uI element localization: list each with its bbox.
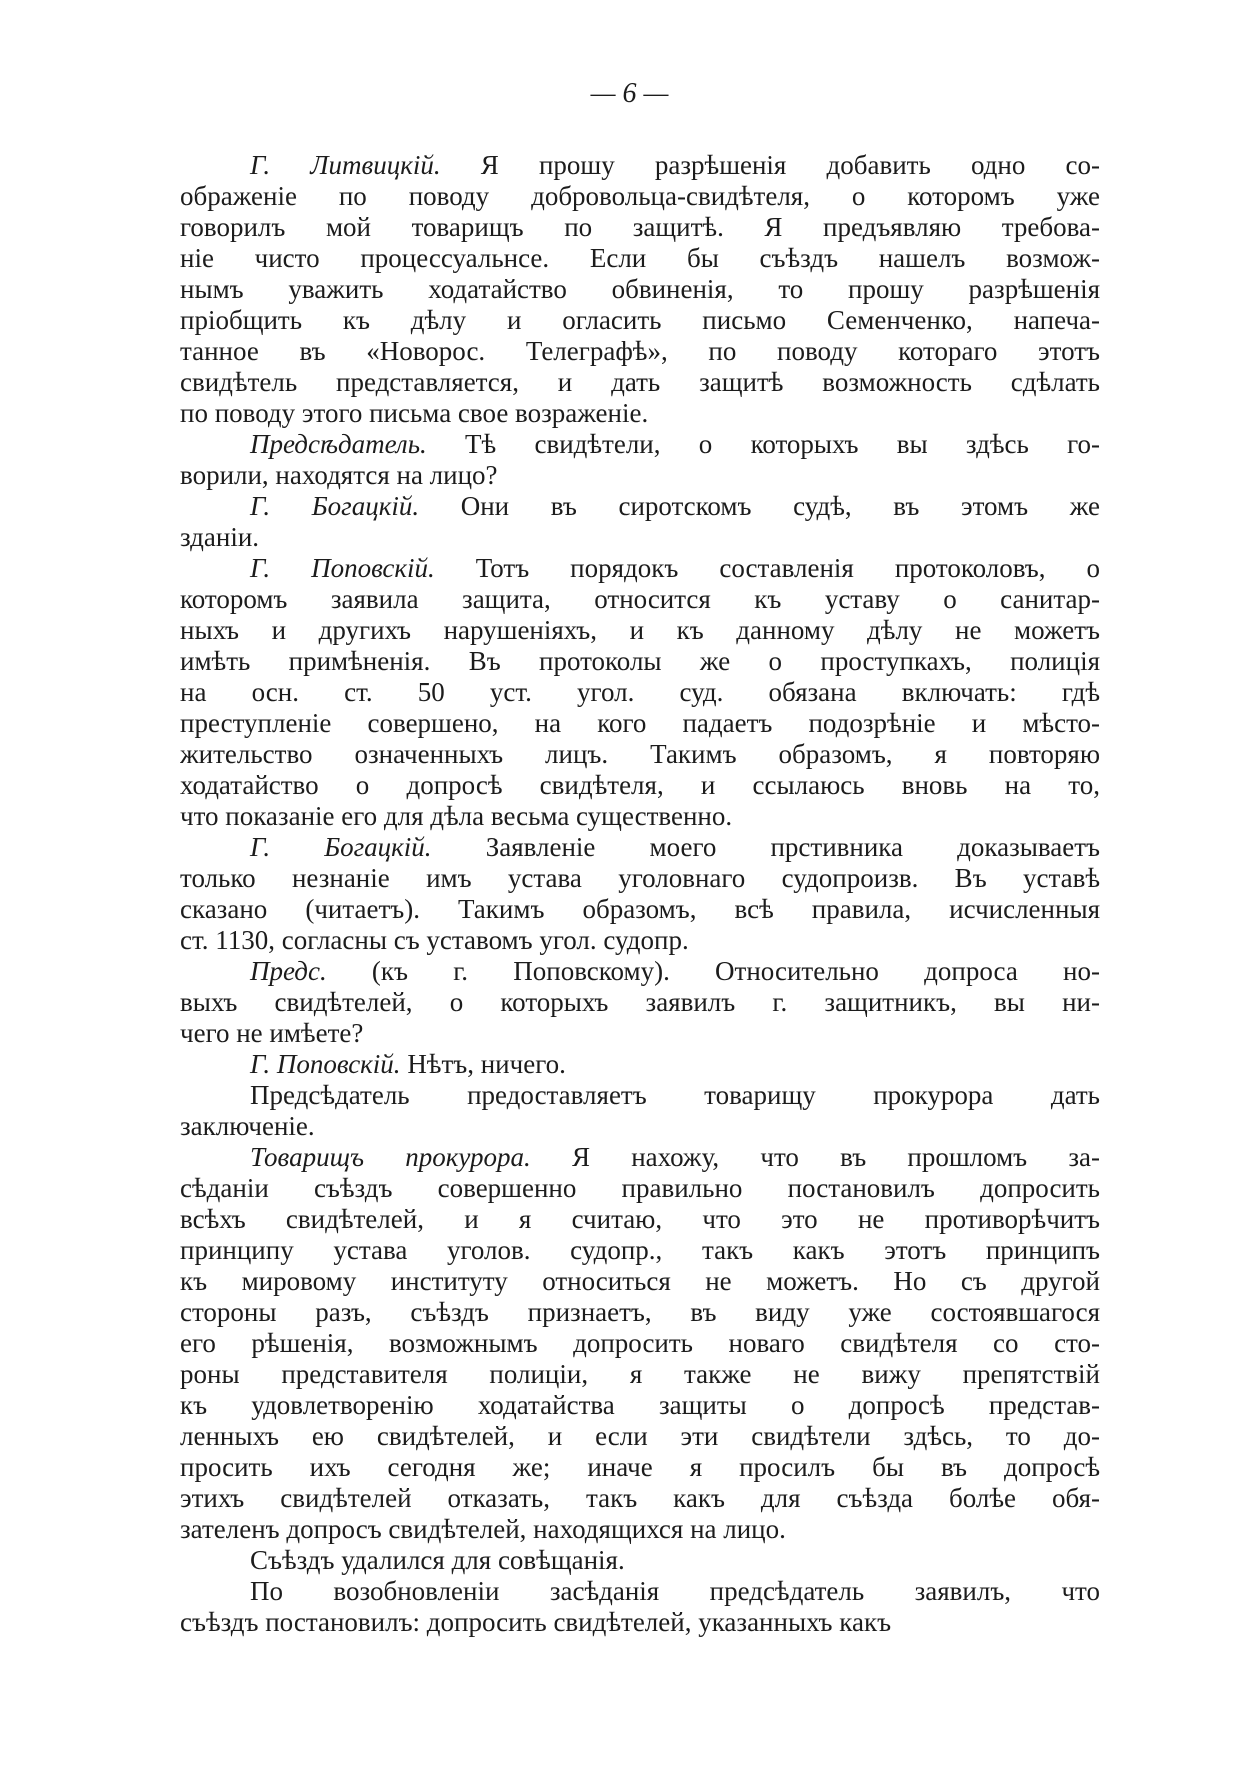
text-line <box>180 305 1100 336</box>
text-line <box>180 832 1100 863</box>
text-line <box>180 429 1100 460</box>
text-line <box>180 1390 1100 1421</box>
line-text: на осн. ст. 50 уст. угол. суд. обязана включать: гдѣ <box>180 677 1100 707</box>
text-line <box>180 1483 1100 1514</box>
line-text: ворили, находятся на лицо? <box>180 460 498 490</box>
text-line <box>180 553 1100 584</box>
line-text: Тотъ порядокъ составленія протоколовъ, о <box>434 553 1100 583</box>
text-line <box>180 1607 1100 1638</box>
line-text: Предсѣдатель предоставляетъ товарищу прокурора дать <box>250 1080 1100 1110</box>
text-line <box>180 801 1100 832</box>
text-line <box>180 584 1100 615</box>
speaker-name: Товарищъ прокурора. <box>250 1142 531 1172</box>
text-line <box>180 336 1100 367</box>
line-text: преступленіе совершено, на кого падаетъ подозрѣніе и мѣсто- <box>180 708 1100 738</box>
paragraph <box>180 429 1100 491</box>
text-line <box>180 1111 1100 1142</box>
line-text: этихъ свидѣтелей отказать, такъ какъ для съѣзда болѣе обя- <box>180 1483 1100 1513</box>
line-text: что показаніе его для дѣла весьма существенно. <box>180 801 733 831</box>
speaker-name: Г. Поповскій. <box>250 553 435 583</box>
line-text: Съѣздъ удалился для совѣщанія. <box>250 1545 625 1575</box>
speaker-name: Г. Литвицкій. <box>250 150 441 180</box>
text-line <box>180 522 1100 553</box>
text-line <box>180 1576 1100 1607</box>
text-line <box>180 181 1100 212</box>
line-text: Я прошу разрѣшенія добавить одно со- <box>440 150 1100 180</box>
line-text: нымъ уважить ходатайство обвиненія, то прошу разрѣшенія <box>180 274 1100 304</box>
line-text: ленныхъ ею свидѣтелей, и если эти свидѣтели здѣсь, то до- <box>180 1421 1100 1451</box>
text-line <box>180 739 1100 770</box>
text-line <box>180 1173 1100 1204</box>
line-text: Нѣтъ, ничего. <box>400 1049 566 1079</box>
line-text: стороны разъ, съѣздъ признаетъ, въ виду уже состоявшагося <box>180 1297 1100 1327</box>
line-text: ходатайство о допросѣ свидѣтеля, и ссылаюсь вновь на то, <box>180 770 1100 800</box>
text-line <box>180 956 1100 987</box>
line-text: ніе чисто процессуальнсе. Если бы съѣздъ нашелъ возмож- <box>180 243 1100 273</box>
paragraph <box>180 1080 1100 1142</box>
line-text: всѣхъ свидѣтелей, и я считаю, что это не противорѣчитъ <box>180 1204 1100 1234</box>
line-text: заключеніе. <box>180 1111 315 1141</box>
text-line <box>180 367 1100 398</box>
line-text: Они въ сиротскомъ судѣ, въ этомъ же <box>419 491 1100 521</box>
line-text: зданіи. <box>180 522 260 552</box>
line-text: къ мировому институту относиться не можетъ. Но съ другой <box>180 1266 1100 1296</box>
paragraph <box>180 150 1100 429</box>
speaker-name: Г. Поповскій. <box>250 1049 401 1079</box>
line-text: Тѣ свидѣтели, о которыхъ вы здѣсь го- <box>426 429 1100 459</box>
text-line <box>180 894 1100 925</box>
line-text: его рѣшенія, возможнымъ допросить новаго свидѣтеля со сто- <box>180 1328 1100 1358</box>
text-line <box>180 1514 1100 1545</box>
speaker-name: Предсѣдатель. <box>250 429 427 459</box>
line-text: роны представителя полиціи, я также не вижу препятствій <box>180 1359 1100 1389</box>
text-line <box>180 1266 1100 1297</box>
line-text: только незнаніе имъ устава уголовнаго судопроизв. Въ уставѣ <box>180 863 1100 893</box>
paragraph <box>180 1576 1100 1638</box>
line-text: чего не имѣете? <box>180 1018 364 1048</box>
text-line <box>180 1545 1100 1576</box>
line-text: танное въ «Новорос. Телеграфѣ», по поводу котораго этотъ <box>180 336 1100 366</box>
line-text: (къ г. Поповскому). Относительно допроса но- <box>326 956 1100 986</box>
text-line <box>180 646 1100 677</box>
text-line <box>180 770 1100 801</box>
speaker-name: Предс. <box>250 956 327 986</box>
line-text: пріобщить къ дѣлу и огласить письмо Семенченко, напеча- <box>180 305 1100 335</box>
text-line <box>180 1204 1100 1235</box>
line-text: просить ихъ сегодня же; иначе я просилъ бы въ допросѣ <box>180 1452 1100 1482</box>
paragraph <box>180 491 1100 553</box>
line-text: свидѣтель представляется, и дать защитѣ возможность сдѣлать <box>180 367 1100 397</box>
text-line <box>180 1235 1100 1266</box>
text-line <box>180 398 1100 429</box>
line-text: ст. 1130, согласны съ уставомъ угол. судопр. <box>180 925 689 955</box>
text-line <box>180 212 1100 243</box>
line-text: ныхъ и другихъ нарушеніяхъ, и къ данному дѣлу не можетъ <box>180 615 1100 645</box>
line-text: жительство означенныхъ лицъ. Такимъ образомъ, я повторяю <box>180 739 1100 769</box>
line-text: сказано (читаетъ). Такимъ образомъ, всѣ правила, исчисленныя <box>180 894 1100 924</box>
line-text: съѣздъ постановилъ: допросить свидѣтелей, указанныхъ какъ <box>180 1607 892 1637</box>
line-text: говорилъ мой товарищъ по защитѣ. Я предъявляю требова- <box>180 212 1100 242</box>
text-line <box>180 1297 1100 1328</box>
text-line <box>180 1142 1100 1173</box>
page-number: — 6 — <box>590 78 669 109</box>
text-line <box>180 1359 1100 1390</box>
text-line <box>180 1421 1100 1452</box>
text-line <box>180 1018 1100 1049</box>
speaker-name: Г. Богацкій. <box>250 832 432 862</box>
line-text: По возобновленіи засѣданія предсѣдатель заявилъ, что <box>250 1576 1100 1606</box>
text-line <box>180 1452 1100 1483</box>
text-line <box>180 615 1100 646</box>
line-text: выхъ свидѣтелей, о которыхъ заявилъ г. защитникъ, вы ни- <box>180 987 1100 1017</box>
line-text: ображеніе по поводу добровольца-свидѣтеля, о которомъ уже <box>180 181 1100 211</box>
line-text: которомъ заявила защита, относится къ уставу о санитар- <box>180 584 1100 614</box>
line-text: по поводу этого письма свое возраженіе. <box>180 398 649 428</box>
paragraph <box>180 1142 1100 1545</box>
text-line <box>180 863 1100 894</box>
line-text: принципу устава уголов. судопр., такъ какъ этотъ принципъ <box>180 1235 1100 1265</box>
text-line <box>180 491 1100 522</box>
text-line <box>180 677 1100 708</box>
text-line <box>180 925 1100 956</box>
paragraph <box>180 956 1100 1049</box>
paragraph <box>180 1545 1100 1576</box>
text-line <box>180 460 1100 491</box>
text-line <box>180 708 1100 739</box>
text-line <box>180 243 1100 274</box>
paragraph <box>180 553 1100 832</box>
line-text: сѣданіи съѣздъ совершенно правильно постановилъ допросить <box>180 1173 1100 1203</box>
line-text: Заявленіе моего прстивника доказываетъ <box>431 832 1100 862</box>
paragraph <box>180 1049 1100 1080</box>
text-line <box>180 1049 1100 1080</box>
text-line <box>180 987 1100 1018</box>
line-text: Я нахожу, что въ прошломъ за- <box>530 1142 1100 1172</box>
transcript-text <box>180 150 1100 1638</box>
line-text: зателенъ допросъ свидѣтелей, находящихся на лицо. <box>180 1514 786 1544</box>
text-line <box>180 274 1100 305</box>
text-line <box>180 1328 1100 1359</box>
paragraph <box>180 832 1100 956</box>
speaker-name: Г. Богацкій. <box>250 491 420 521</box>
text-line <box>180 1080 1100 1111</box>
line-text: имѣть примѣненія. Въ протоколы же о проступкахъ, полиція <box>180 646 1100 676</box>
line-text: къ удовлетворенію ходатайства защиты о допросѣ представ- <box>180 1390 1100 1420</box>
text-line <box>180 150 1100 181</box>
